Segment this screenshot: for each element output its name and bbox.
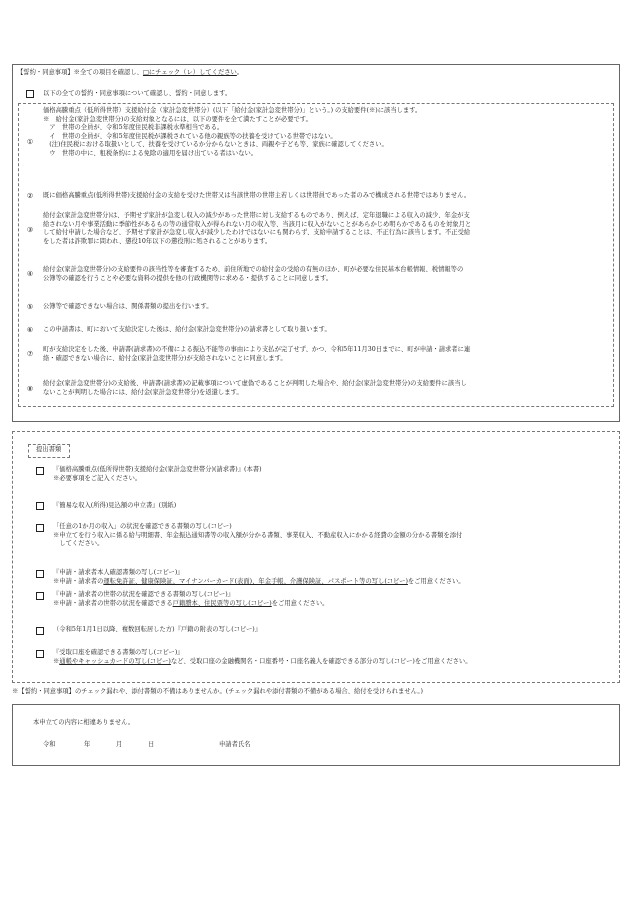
document-sub-text xyxy=(53,658,472,667)
document-checkbox-identity[interactable] xyxy=(36,570,44,578)
pledge-item-3-line: をした者は詐欺罪に問われ、懲役10年以下の懲役刑に処されることがあります。 xyxy=(43,237,272,245)
document-item-monthly-income xyxy=(53,523,462,549)
pledge-item-7 xyxy=(43,346,470,363)
documents-title: 提出書類 xyxy=(36,446,62,453)
document-item-bank-account xyxy=(53,649,472,666)
document-item-request-form xyxy=(53,466,262,483)
document-item-income-statement xyxy=(53,502,176,511)
pledge-item-4-line: 給付金(家計急変世帯分)の支給要件の該当性等を審査するため、前住所地での給付金の受給の有無のほか、町が必要な住民基本台帳情報、税情報等の xyxy=(43,266,464,273)
pledge-item-3 xyxy=(43,212,471,246)
date-era-label: 令和 xyxy=(43,741,56,748)
document-sub-prefix: ※申請・請求者の xyxy=(53,577,104,585)
document-sub-prefix: ※ xyxy=(53,657,60,665)
pledge-item-5 xyxy=(43,303,213,312)
pledge-item-1-line: ア 世帯の全員が、令和5年度住民税非課税水準相当である。 xyxy=(43,124,224,132)
pledge-item-3-line: 給付金(家計急変世帯分)は、予期せず家計が急変し収入の減少があった世帯に対し支給するものであり、例えば、定年退職による収入の減少、年金が支 xyxy=(43,212,470,219)
document-checkbox-request-form[interactable] xyxy=(36,467,44,475)
document-main-text: 『申請・請求者の世帯の状況を確認できる書類の写し(コピー)』 xyxy=(53,591,234,598)
pledge-item-1-line: ウ 世帯の中に、租税条約による免除の適用を届け出ている者はいない。 xyxy=(43,149,258,157)
pledge-item-2 xyxy=(43,192,470,201)
document-sub-underlined: 運転免許証、健康保険証、マイナンバーカード(表面)、年金手帳、介護保険証、パスポート等の写し(コピー) xyxy=(103,577,408,585)
document-sub-text: ※申立てを行う収入に係る給与明細書、年金振込通知書等の収入額が分かる書類、事業収入、不動産収入にかかる経費の金額の分かる書類を添付 xyxy=(53,531,463,539)
pledge-item-3-line: して給付申請した場合など、予期せず家計が急変し収入が減少したわけではないにも関わらず、支給申請することは、不正行為に該当します。不正受給 xyxy=(43,229,471,237)
pledge-item-1-line: 価格高騰重点（低所得世帯）支援給付金（家計急変世帯分）(以下「給付金(家計急変世帯分)」という。) の支給要件(※)に該当します。 xyxy=(43,107,422,114)
item-number: ② xyxy=(26,192,34,200)
pledge-item-1 xyxy=(43,107,421,159)
pledge-item-7-line: 町が支給決定をした後、申請書(請求書)の不備による振込不能等の事由により支払が完了せず、かつ、令和5年11月30日までに、町が申請・請求者に連 xyxy=(43,346,471,353)
pledge-item-1-line: イ 世帯の全員が、令和5年度住民税が課税されている他の親族等の扶養を受けている世帯ではない。 xyxy=(43,132,337,140)
document-item-family-register xyxy=(53,626,261,635)
pledge-header-note-underlined: □にチェック（レ）してください xyxy=(142,69,237,76)
document-sub-suffix: をご用意ください。 xyxy=(407,577,465,585)
pledge-header-period: 。 xyxy=(236,69,244,76)
item-number: ⑧ xyxy=(26,385,34,393)
document-sub-text xyxy=(53,578,465,587)
pledge-item-6 xyxy=(43,326,331,335)
pledge-item-2-line: 既に価格高騰重点(低所得世帯)支援給付金の支給を受けた世帯又は当該世帯の世帯主若しくは世帯員であった者のみで構成される世帯ではありません。 xyxy=(43,192,471,199)
pledge-item-8 xyxy=(43,380,467,397)
document-main-text: （令和5年1月1日以降、複数回転居した方)『戸籍の附表の写し(コピー)』 xyxy=(53,626,262,633)
item-number: ⑦ xyxy=(26,350,34,358)
date-day-label: 日 xyxy=(148,741,155,748)
document-sub-text: ※必要事項をご記入ください。 xyxy=(53,474,142,482)
document-checkbox-monthly-income[interactable] xyxy=(36,524,44,532)
document-main-text: 『価格高騰重点(低所得世帯)支援給付金(家計急変世帯分)(請求書)』(本書) xyxy=(53,466,262,473)
pledge-item-7-line: 絡・確認できない場合に、給付金(家計急変世帯分)が支給されないことに同意します。 xyxy=(43,354,287,362)
item-number: ⑤ xyxy=(26,303,34,311)
confirmation-text: 本申立ての内容に相違ありません。 xyxy=(33,719,135,726)
applicant-name-label: 申請者氏名 xyxy=(219,741,251,748)
pledge-item-4 xyxy=(43,266,463,283)
document-main-text: 「任意の1か月の収入」の状況を確認できる書類の写し(コピー) xyxy=(53,523,232,530)
document-checkbox-household[interactable] xyxy=(36,592,44,600)
document-sub-underlined: 戸籍謄本、住民票等の写し(コピー) xyxy=(172,599,272,607)
item-number: ① xyxy=(26,138,34,146)
pledge-item-6-line: この申請書は、町において支給決定した後は、給付金(家計急変世帯分)の請求書として取り扱います。 xyxy=(43,326,331,333)
document-sub-suffix: をご用意ください。 xyxy=(271,599,329,607)
item-number: ③ xyxy=(26,226,34,234)
document-sub-text xyxy=(53,600,328,609)
pledge-item-1-line: (注)住民税における取扱いとして、扶養を受けているか分からないときは、両親や子ども等、家族に確認してください。 xyxy=(43,141,388,149)
pledge-item-3-line: 給されない月や事業活動に季節性があるもの等の通常収入が得られない月の収入等、当該月に収入がないことがあらかじめ明らかであるものを対象月と xyxy=(43,220,472,228)
document-sub-suffix: など、受取口座の金融機関名・口座番号・口座名義人を確認できる部分の写し(コピー)をご用意ください。 xyxy=(170,657,472,665)
document-checkbox-bank-account[interactable] xyxy=(36,650,44,658)
document-item-household xyxy=(53,591,328,608)
all-agree-checkbox[interactable] xyxy=(26,90,34,98)
document-main-text: 『簡易な収入(所得)見込額の申立書』(別紙) xyxy=(53,502,177,509)
item-number: ⑥ xyxy=(26,326,34,334)
pledge-item-8-line: ないことが判明した場合には、給付金(家計急変世帯分)を返還します。 xyxy=(43,388,243,396)
pledge-header xyxy=(17,69,243,78)
confirmation-section xyxy=(12,704,620,766)
document-checkbox-income-statement[interactable] xyxy=(36,502,44,510)
pledge-header-bracket: 【誓約・同意事項】 xyxy=(17,69,74,76)
pledge-header-note: ※全ての項目を確認し、 xyxy=(73,69,143,76)
document-item-identity xyxy=(53,569,465,586)
pledge-item-1-line: ※ 給付金(家計急変世帯分)の支給対象となるには、以下の要件を全て満たすことが必要です。 xyxy=(43,115,312,123)
document-main-text: 『受取口座を確認できる書類の写し(コピー)』 xyxy=(53,649,184,656)
pledge-item-8-line: 給付金(家計急変世帯分)の支給後、申請書(請求書)の記載事項について虚偽であることが判明した場合や、給付金(家計急変世帯分)の支給要件に該当し xyxy=(43,380,467,387)
item-number: ④ xyxy=(26,270,34,278)
date-month-label: 月 xyxy=(116,741,123,748)
document-checkbox-family-register[interactable] xyxy=(36,627,44,635)
document-sub-underlined: 通帳やキャッシュカードの写し(コピー) xyxy=(59,657,171,665)
pledge-item-4-line: 公簿等の確認を行うことや必要な資料の提供を他の行政機関等に求める・提供することに同意します。 xyxy=(43,274,333,282)
all-agree-label: 以下の全ての誓約・同意事項について確認し、誓約・同意します。 xyxy=(43,90,232,97)
document-main-text: 『申請・請求者本人確認書類の写し(コピー)』 xyxy=(53,569,184,576)
document-sub-text: してください。 xyxy=(53,540,104,548)
footer-warning-note: ※【誓約・同意事項】のチェック漏れや、添付書類の不備はありませんか。(チェック漏れや添付書類の不備がある場合、給付を受けられません。) xyxy=(12,688,423,695)
document-sub-prefix: ※申請・請求者の世帯の状況を確認できる xyxy=(53,599,173,607)
date-year-label: 年 xyxy=(84,741,91,748)
pledge-item-5-line: 公簿等で確認できない場合は、関係書類の提出を行います。 xyxy=(43,303,213,310)
